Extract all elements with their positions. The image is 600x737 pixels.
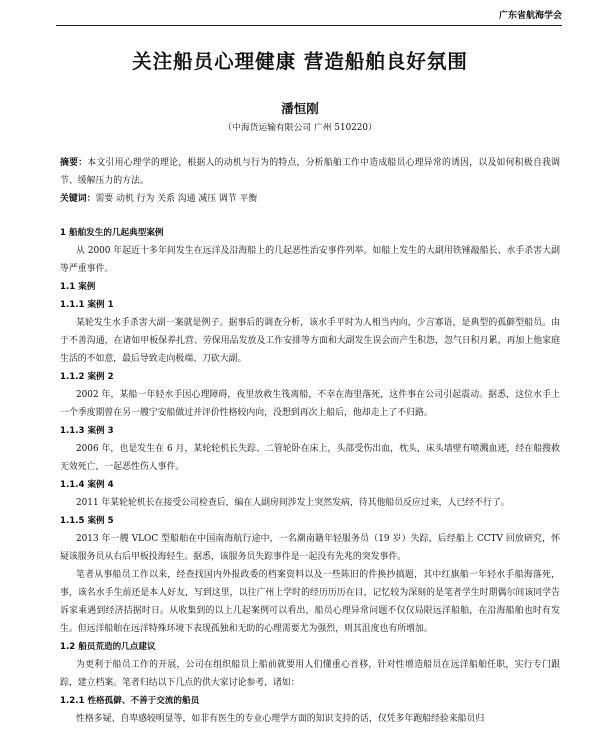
- section-heading: 1.2 船员荒造的几点建议: [60, 642, 156, 652]
- paper-title: 关注船员心理健康 营造船舶良好氛围: [132, 50, 468, 73]
- body-paragraph: 笔者从事船员工作以来，经查找国内外报政委的档案资料以及一些陈旧的件换抄搞题，其中红旗船一年轻水手船海落死，事，该名水手生前还是本人好友，写到这里，以往广州上学时的经历历历在目，记忆较为深刻的是笔者学生时期偶尔间该同学告诉家乘遇到经济拮据时日。从收集到的以上几起案例可以看出，船员心理异常问题不仅仅局限远洋船舶，在沿海船舶也时有发生。但远洋船舶在远洋特殊环境下表现孤独和无助的心理需要尤为强烈，则其沮度也有所增加。: [60, 570, 560, 634]
- abstract-label: 摘要：: [60, 158, 88, 168]
- section-heading: 1.1.3 案例 3: [60, 426, 114, 436]
- section-heading: 1 船舶发生的几起典型案例: [60, 228, 164, 238]
- abstract-text: 本文引用心理学的理论，根据人的动机与行为的特点，分析船舶工作中造成船员心理异常的诱因，以及如何积极自我调节、缓解压力的方法。: [60, 158, 561, 186]
- abstract-block: [60, 154, 560, 208]
- journal-name: 广东省航海学会: [498, 11, 562, 21]
- section-heading: 1.1 案例: [60, 282, 96, 292]
- body-paragraph: 2002 年，某船一年轻水手因心理障碍，夜里放救生筏离船，不幸在海里落死，这件事在公司引起震动。据悉，这位水手上一个季度期曾在另一艘宁安船做过并评价性格较内向，没想到再次上船后，他却走上了不归路。: [60, 390, 560, 418]
- keywords-label: 关键词：: [60, 194, 96, 204]
- keywords-paragraph: [60, 190, 560, 208]
- body-paragraph: 性格多疑、自卑感较明显等，如非有医生的专业心理学方面的知识支持的话，仅凭多年跑船经验来船员归: [76, 714, 485, 724]
- body-paragraph: 从 2000 年起近十多年间发生在远洋及沿海船上的几起恶性治安事件列举。如船上发生的大副用铁锤敲船长、水手杀害大副等严重事件。: [60, 246, 560, 274]
- section-heading: 1.1.1 案例 1: [60, 300, 114, 310]
- body-paragraph: 2013 年一艘 VLOC 型船舶在中国南海航行途中，一名潮南籍年轻服务员（19 岁）失踪，后经船上 CCTV 回放研究，怀疑该服务员从右后甲板投海轻生。据悉，该服务员失踪事件是一起没有先兆的突发事件。: [60, 534, 560, 562]
- section-heading: 1.1.4 案例 4: [60, 480, 114, 490]
- author-affiliation: （中海货运输有限公司 广州 510220）: [223, 123, 377, 133]
- section-heading: 1.1.5 案例 5: [60, 516, 114, 526]
- section-heading: 1.1.2 案例 2: [60, 372, 114, 382]
- body-paragraph: 某轮发生水手杀害大副一案就是例子。据事后的调查分析，该水手平时为人相当内向，少言寡语，是典型的孤僻型船员。由于不善沟通，在诸如甲板保养扎营、劳保用品发放及工作安排等方面和大副发生误会而产生积怨，忽气日积月累，再加上他家庭生活的不如意，最后导致走向极端、刀砍大副。: [60, 318, 560, 364]
- header-rule: [56, 25, 562, 26]
- paper-body: [60, 224, 560, 728]
- body-paragraph: 为更利于船员工作的开展，公司在组织船员上船前就要用人们懂重心首移，针对性增造船员在远洋船舶任职，实行专门跟踪，建立档案。笔者归结以下几点的供大家讨论参考，诸如：: [60, 660, 560, 688]
- author-name: 潘恒刚: [281, 101, 319, 116]
- body-paragraph: 2006 年，也是发生在 6 月，某轮轮机长失踪、二管轮卧在床上，头部受伤出血，枕头，床头墙壁有喷溅血迹，经在船搜救无效死亡，一起恶性伤人事件。: [60, 444, 560, 472]
- abstract-paragraph: [60, 154, 560, 190]
- page-header: [0, 0, 600, 34]
- body-paragraph: 2011 年某轮轮机长在接受公司检查后，编在人副房间涉发上突然发病，待其他船员反应过来，人已经不行了。: [76, 498, 510, 508]
- keywords-text: 需要 动机 行为 关系 沟通 减压 调节 平衡: [95, 194, 258, 204]
- section-heading: 1.2.1 性格孤僻、不善于交流的船员: [60, 696, 200, 706]
